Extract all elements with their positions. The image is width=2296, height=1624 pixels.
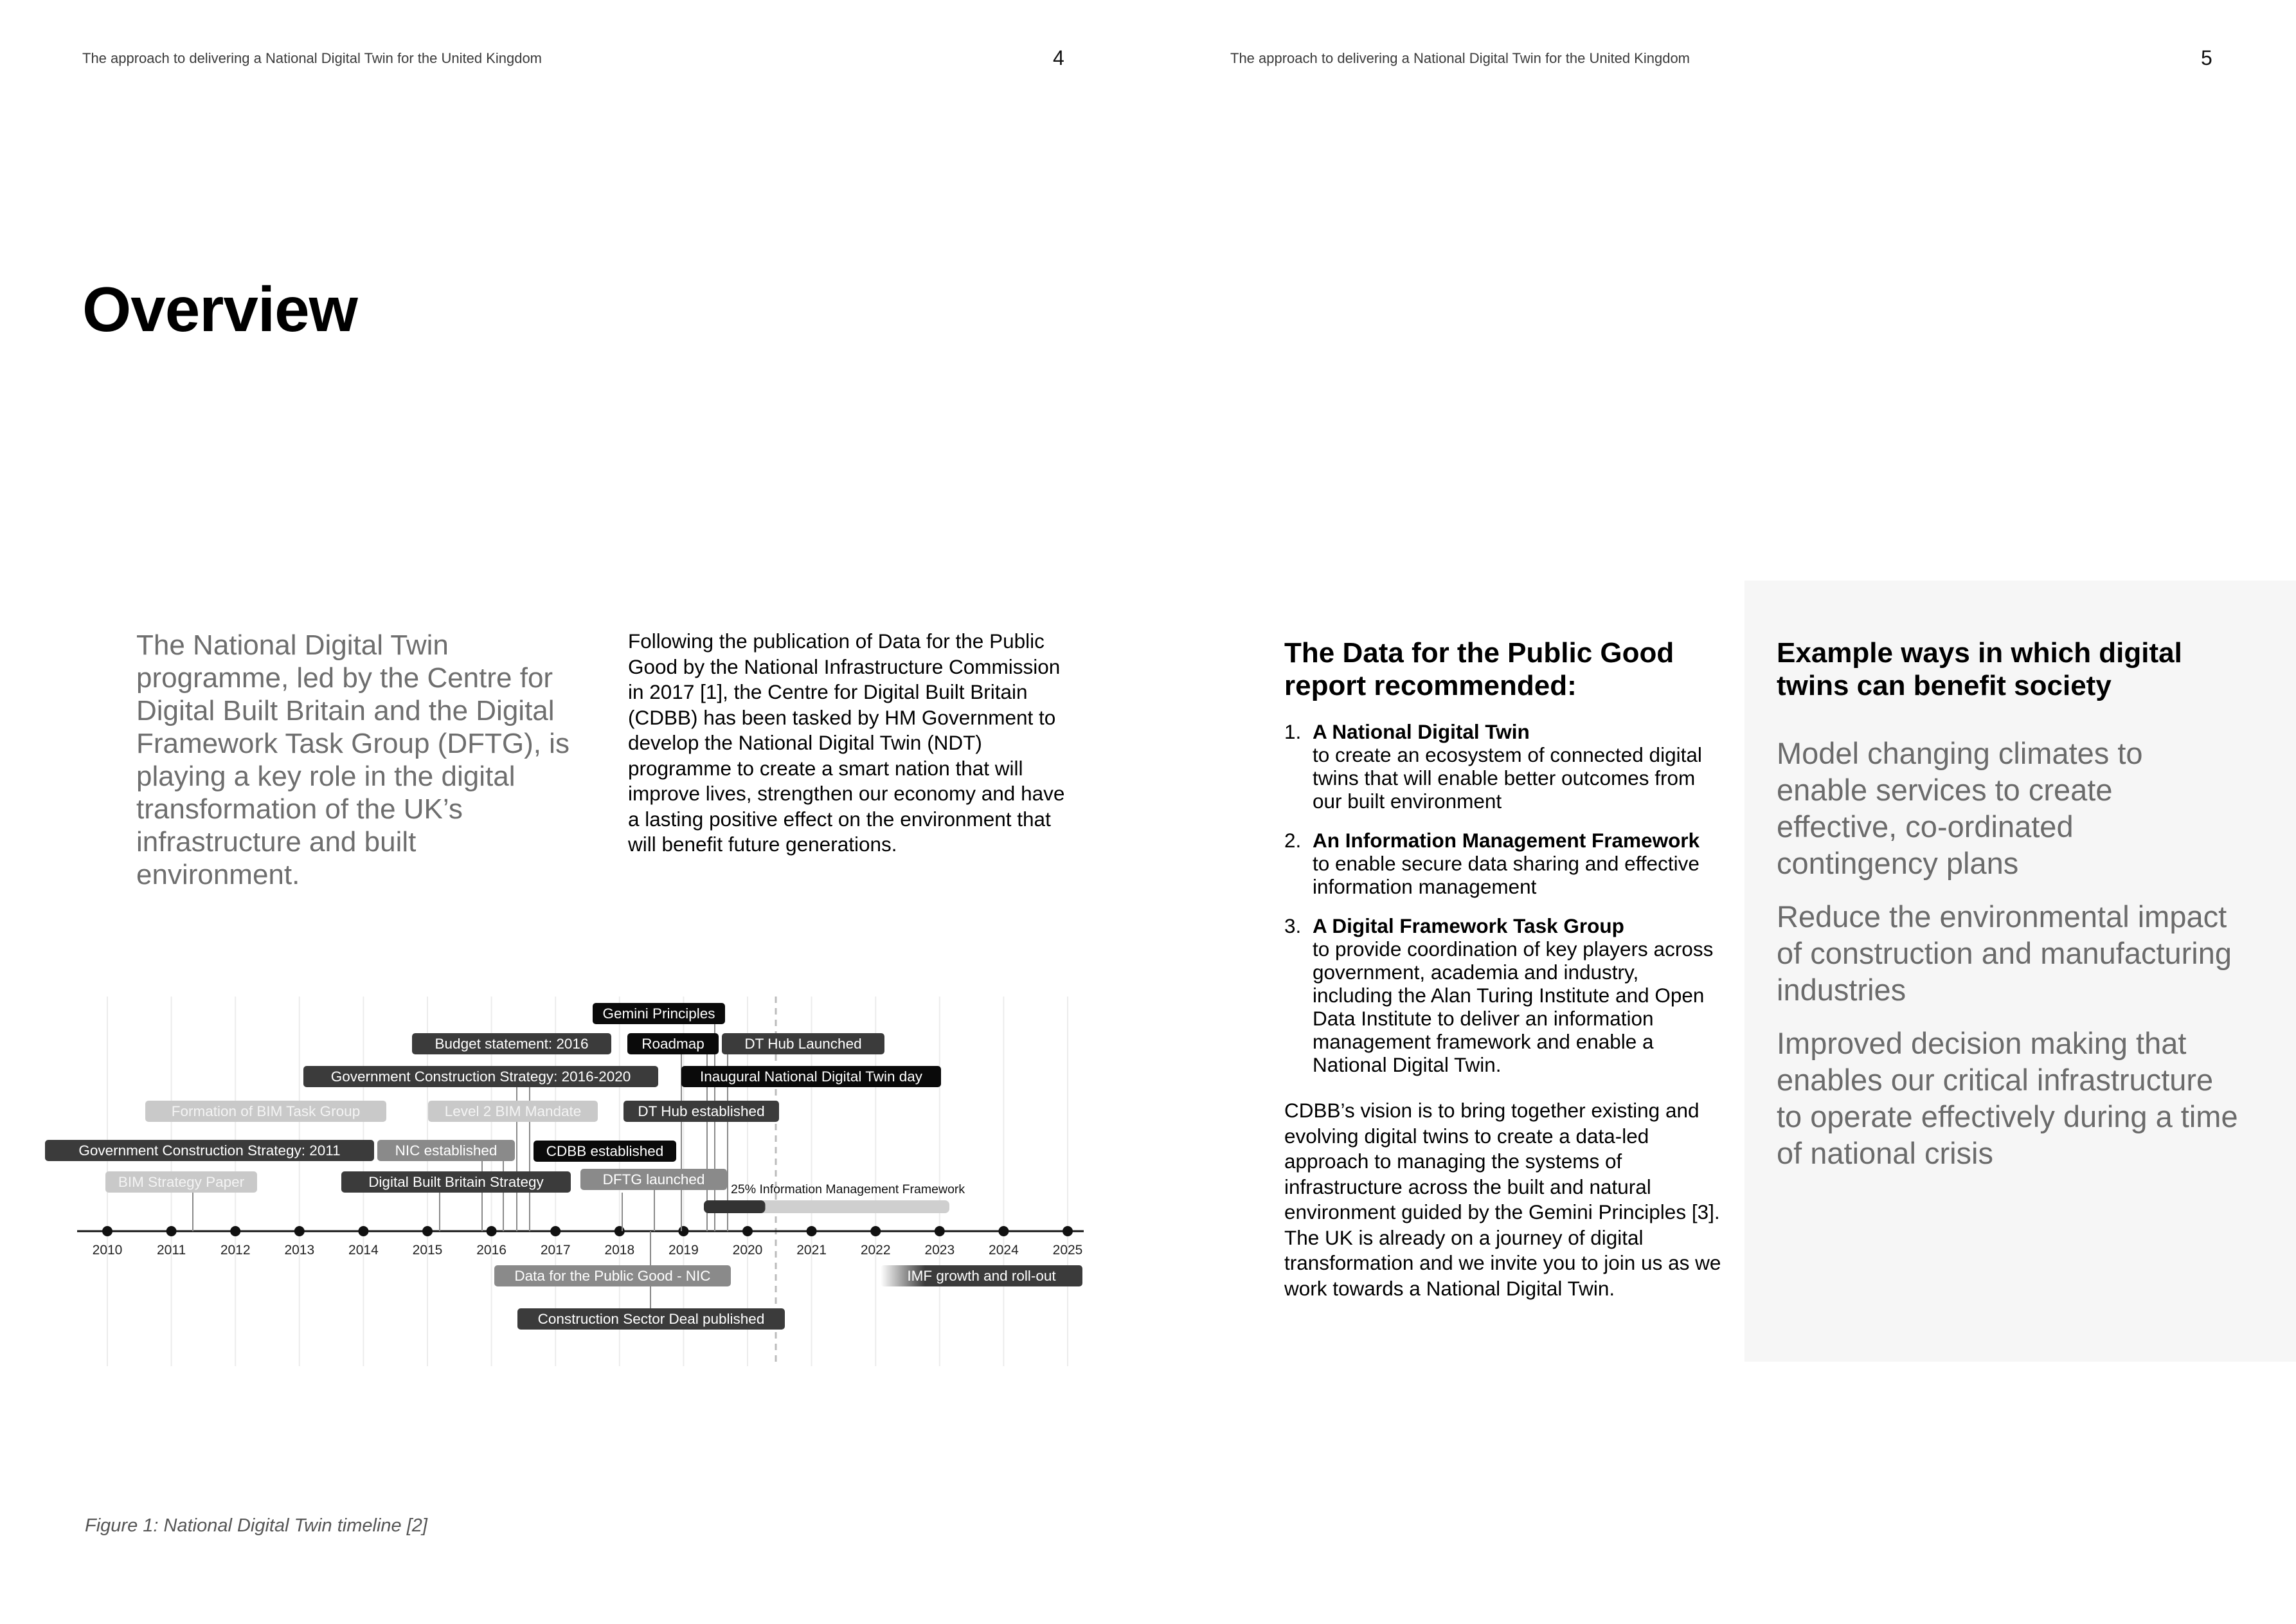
timeline-event-label: IMF growth and roll-out — [881, 1265, 1082, 1286]
year-dot — [807, 1226, 817, 1236]
year-label: 2017 — [540, 1243, 571, 1258]
year-dot — [422, 1226, 433, 1236]
year-label: 2019 — [668, 1243, 699, 1258]
year-label: 2024 — [989, 1243, 1019, 1258]
intro-body-paragraph: Following the publication of Data for the Public Good by the National Infrastructure Commission in 2017 [1], the Centre for Digital Built Britain (CDBB) has been tasked by HM Government to develop the National Digital Twin (NDT) programme to create a smart nation that will improve lives, strengthen our economy and have a lasting positive effect on the environment that will benefit future generations. — [628, 629, 1065, 856]
list-number: 3. — [1284, 914, 1302, 937]
year-label: 2025 — [1052, 1243, 1083, 1258]
running-title-right: The approach to delivering a National Digital Twin for the United Kingdom — [1230, 50, 1690, 66]
page-number-right: 5 — [2201, 46, 2212, 69]
imf-progress-label: 25% Information Management Framework — [731, 1182, 965, 1196]
year-dot — [166, 1226, 177, 1236]
year-dot — [294, 1226, 305, 1236]
vision-paragraph: CDBB’s vision is to bring together existing and evolving digital twins to create a data-led approach to managing the systems of infrastructure across the built and natural environment guided by the Gemini Principles [3]. The UK is already on a journey of digital transformation and we invite you to join us as we work towards a National Digital Twin. — [1284, 1099, 1721, 1300]
benefits-heading: Example ways in which digital twins can benefit society — [1777, 637, 2182, 701]
list-number: 2. — [1284, 829, 1302, 852]
recommendation-text: to provide coordination of key players across government, academia and industry, including the Alan Turing Institute and Open Data Institute to deliver an information management framework and enable a National Digital Twin. — [1313, 937, 1714, 1076]
recommendation-item — [1284, 829, 1721, 898]
year-dot — [550, 1226, 561, 1236]
recommendation-item — [1284, 914, 1721, 1076]
year-label: 2016 — [476, 1243, 507, 1258]
recommendations-heading: The Data for the Public Good report recommended: — [1284, 637, 1674, 701]
year-dot — [614, 1226, 625, 1236]
year-label: 2018 — [604, 1243, 635, 1258]
timeline-event-label: BIM Strategy Paper — [105, 1171, 257, 1193]
timeline-event-label: Data for the Public Good - NIC — [494, 1265, 731, 1286]
recommendation-title: An Information Management Framework — [1313, 829, 1700, 852]
year-dot — [870, 1226, 881, 1236]
year-dot — [998, 1226, 1009, 1236]
year-label: 2021 — [796, 1243, 827, 1258]
recommendations-list — [1284, 720, 1721, 1076]
recommendation-text: to enable secure data sharing and effective information management — [1313, 852, 1700, 898]
timeline-event-label: CDBB established — [534, 1141, 676, 1162]
year-label: 2020 — [732, 1243, 763, 1258]
page-number-left: 4 — [1053, 46, 1064, 69]
year-dot — [358, 1226, 368, 1236]
timeline-event-label: Government Construction Strategy: 2011 — [45, 1140, 374, 1161]
year-label: 2010 — [92, 1243, 123, 1258]
year-label: 2023 — [924, 1243, 955, 1258]
timeline-event-label: Budget statement: 2016 — [412, 1033, 611, 1054]
recommendation-title: A National Digital Twin — [1313, 720, 1530, 743]
page-title: Overview — [82, 274, 357, 345]
timeline-event-label: Digital Built Britain Strategy — [341, 1171, 571, 1193]
year-dot — [230, 1226, 240, 1236]
intro-lead-paragraph: The National Digital Twin programme, led by the Centre for Digital Built Britain and the Digital Framework Task Group (DFTG), is playing a key role in the digital transformation of the UK’s infrastructure and built environment. — [136, 629, 570, 890]
recommendations-section — [1284, 636, 1721, 1301]
timeline-event-label: Construction Sector Deal published — [517, 1308, 785, 1330]
recommendation-title: A Digital Framework Task Group — [1313, 914, 1624, 937]
benefits-panel — [1744, 581, 2296, 1362]
year-label: 2013 — [284, 1243, 315, 1258]
year-label: 2014 — [348, 1243, 379, 1258]
year-dot — [678, 1226, 688, 1236]
figure-caption: Figure 1: National Digital Twin timeline [2] — [85, 1515, 427, 1536]
recommendation-text: to create an ecosystem of connected digital twins that will enable better outcomes from our built environment — [1313, 743, 1702, 813]
benefit-item: Reduce the environmental impact of construction and manufacturing industries — [1777, 899, 2232, 1007]
timeline-event-label: Level 2 BIM Mandate — [428, 1101, 598, 1122]
year-dot — [935, 1226, 945, 1236]
timeline-event-label: DT Hub Launched — [722, 1033, 884, 1054]
benefit-item: Improved decision making that enables our critical infrastructure to operate effectively during a time of national crisis — [1777, 1026, 2238, 1170]
year-dot — [1063, 1226, 1073, 1236]
imf-progress-fill — [704, 1200, 766, 1213]
year-dot — [487, 1226, 497, 1236]
timeline-figure — [39, 993, 1093, 1379]
benefit-item: Model changing climates to enable services to create effective, co-ordinated contingency plans — [1777, 736, 2143, 880]
timeline-event-label: DT Hub established — [623, 1101, 779, 1122]
list-number: 1. — [1284, 720, 1302, 743]
recommendation-item — [1284, 720, 1721, 813]
year-label: 2015 — [412, 1243, 443, 1258]
running-title-left: The approach to delivering a National Digital Twin for the United Kingdom — [82, 50, 542, 66]
year-dot — [102, 1226, 112, 1236]
timeline-event-label: Inaugural National Digital Twin day — [681, 1066, 941, 1087]
year-dot — [742, 1226, 753, 1236]
timeline-event-label: Gemini Principles — [593, 1003, 725, 1024]
timeline-event-label: Formation of BIM Task Group — [145, 1101, 386, 1122]
year-label: 2022 — [860, 1243, 891, 1258]
timeline-event-label: Roadmap — [627, 1033, 719, 1054]
timeline-event-label: NIC established — [377, 1140, 515, 1161]
timeline-event-label: Government Construction Strategy: 2016-2020 — [303, 1066, 658, 1087]
year-label: 2012 — [220, 1243, 251, 1258]
timeline-event-label: DFTG launched — [580, 1169, 727, 1190]
year-label: 2011 — [157, 1243, 186, 1258]
